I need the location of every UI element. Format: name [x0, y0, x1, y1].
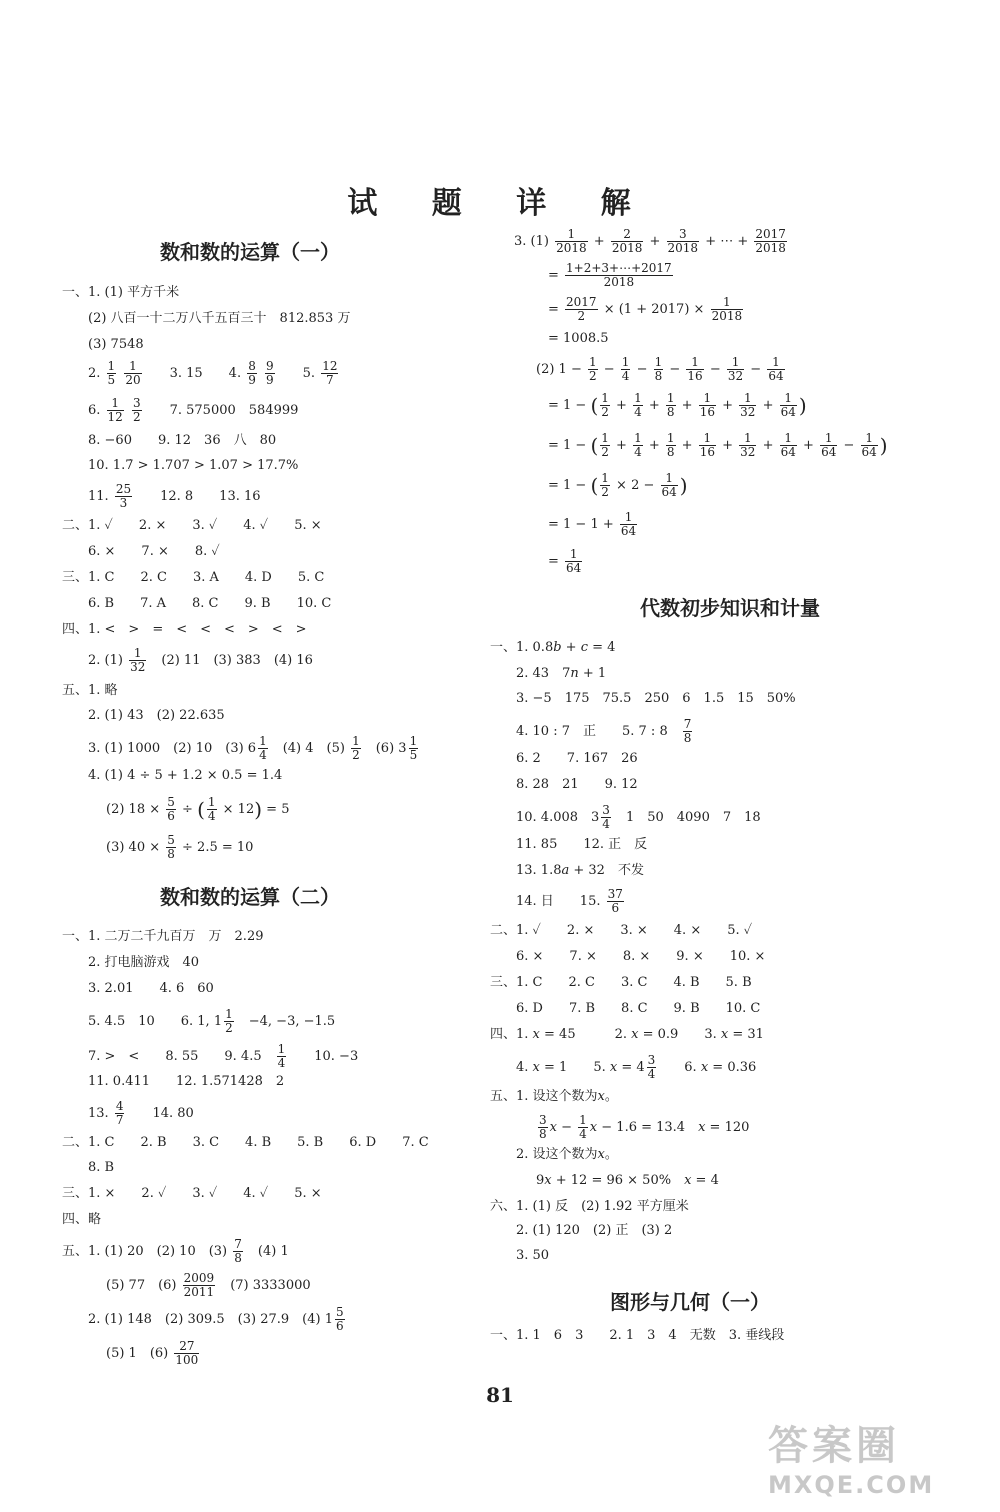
answer-line: 4. (1) 4 ÷ 5 + 1.2 × 0.5 = 1.4	[88, 768, 283, 783]
answer-line: 三、1. C 2. C 3. A 4. D 5. C	[62, 570, 325, 585]
answer-line: 2. (1) 148 (2) 309.5 (3) 27.9 (4) 1 $\frac{5}{6}$	[88, 1305, 344, 1333]
answer-line: 8. B	[88, 1160, 115, 1175]
answer-line: (5) 1 (6) $\frac{27}{100}$	[106, 1339, 199, 1367]
page-number: 81	[486, 1383, 514, 1407]
answer-line: 2. $\frac{1}{5}$ $\frac{1}{20}$ 3. 15 4. $\frac{8}{9}$ $\frac{9}{9}$ 5. $\frac{12}{7}$	[88, 359, 338, 387]
answer-line: 6. 2 7. 167 26	[516, 751, 638, 766]
answer-line: (2) 18 × $\frac{5}{6}$ ÷ ( $\frac{1}{4}$ × 12) = 5	[106, 795, 290, 823]
answer-line: 14. 日 15. $\frac{37}{6}$	[516, 887, 623, 915]
answer-line: (5) 77 (6) $\frac{2009}{2011}$ (7) 3333000	[106, 1271, 311, 1299]
answer-line: 三、1. × 2. ✓ 3. ✓ 4. ✓ 5. ×	[62, 1186, 322, 1201]
answer-line: $\frac{3}{8}$ x − $\frac{1}{4}$ x − 1.6 = 13.4 x = 120	[539, 1113, 750, 1141]
answer-line: 9x + 12 = 96 × 50% x = 4	[536, 1173, 719, 1188]
answer-line: (3) 40 × $\frac{5}{8}$ ÷ 2.5 = 10	[106, 833, 254, 861]
answer-line: 4. 10 : 7 正 5. 7 : 8 $\frac{7}{8}$	[516, 717, 692, 745]
answer-line: 10. 1.7̇ > 1.707 > 1.07 > 17.7%	[88, 458, 299, 473]
answer-line: 六、1. (1) 反 (2) 1.92 平方厘米	[490, 1199, 689, 1214]
answer-line: 3. (1) $\frac{1}{2018}$ + $\frac{2}{2018}$ + $\frac{3}{2018}$ + ⋯ + $\frac{2017}{2018}$	[514, 227, 786, 255]
answer-line: (2) 八百一十二万八千五百三十 812.853 万	[88, 311, 351, 326]
answer-line: = 1 − 1 + $\frac{1}{64}$	[548, 510, 637, 538]
answer-line: 11. 85 12. 正 反	[516, 837, 648, 852]
answer-line: 8. 28 21 9. 12	[516, 777, 638, 792]
answer-line: 二、1. ✓ 2. × 3. ✓ 4. ✓ 5. ×	[62, 518, 322, 533]
section-title-3: 代数初步知识和计量	[640, 596, 820, 620]
answer-line: 11. $\frac{25}{3}$ 12. 8 13. 16	[88, 482, 261, 510]
answer-line: 3. (1) 1000 (2) 10 (3) 6 $\frac{1}{4}$ (4) 4 (5) $\frac{1}{2}$ (6) 3 $\frac{1}{5}$	[88, 734, 418, 762]
answer-line: 五、1. 略	[62, 683, 118, 698]
answer-line: = 1 − ( $\frac{1}{2}$ + $\frac{1}{4}$ + $\frac{1}{8}$ + $\frac{1}{16}$ + $\frac{1}{32}$ + $\frac{1}{64}$ + $\frac{1}{64}$ − $\frac{1}{64}$ )	[548, 431, 888, 459]
answer-line: 一、1. (1) 平方千米	[62, 285, 180, 300]
answer-line: 11. 0.411 12. 1.5̇71428̇ 2	[88, 1074, 285, 1089]
answer-line: 四、略	[62, 1212, 102, 1227]
answer-line: 2. (1) 43 (2) 22.635	[88, 708, 225, 723]
answer-line: 8. −60 9. 12 36 八 80	[88, 433, 277, 448]
answer-line: 6. × 7. × 8. ✓	[88, 544, 220, 559]
watermark-bottom: MXQE.COM	[768, 1471, 935, 1499]
answer-line: 10. 4.008 3 $\frac{3}{4}$ 1 50 4090 7 18	[516, 803, 761, 831]
page-title: 试 题 详 解	[347, 186, 653, 221]
answer-line: = 1008.5	[548, 331, 609, 346]
answer-line: 二、1. ✓ 2. × 3. × 4. × 5. ✓	[490, 923, 753, 938]
answer-line: = 1 − ( $\frac{1}{2}$ × 2 − $\frac{1}{64}$ )	[548, 471, 688, 499]
answer-line: 三、1. C 2. C 3. C 4. B 5. B	[490, 975, 752, 990]
answer-line: (3) 7548	[88, 337, 144, 352]
answer-line: = $\frac{1}{64}$	[548, 547, 582, 575]
answer-line: 6. B 7. A 8. C 9. B 10. C	[88, 596, 332, 611]
answer-line: 13. $\frac{4}{7}$ 14. 80	[88, 1099, 194, 1127]
answer-line: 五、1. 设这个数为x。	[490, 1089, 618, 1104]
answer-line: 4. x = 1 5. x = 4 $\frac{3}{4}$ 6. x = 0.36	[516, 1053, 757, 1081]
answer-line: (2) 1 − $\frac{1}{2}$ − $\frac{1}{4}$ − $\frac{1}{8}$ − $\frac{1}{16}$ − $\frac{1}{32}$ − $\frac{1}{64}$	[536, 355, 784, 383]
answer-line: 一、1. 0.8b + c = 4	[490, 640, 616, 655]
section-title-4: 图形与几何（一）	[610, 1290, 770, 1314]
answer-line: 2. 设这个数为x。	[516, 1147, 618, 1162]
answer-line: 7. > < 8. 55 9. 4.5 $\frac{1}{4}$ 10. −3	[88, 1042, 359, 1070]
answer-line: 2. (1) 120 (2) 正 (3) 2	[516, 1223, 673, 1238]
answer-line: = 1 − ( $\frac{1}{2}$ + $\frac{1}{4}$ + $\frac{1}{8}$ + $\frac{1}{16}$ + $\frac{1}{32}$ + $\frac{1}{64}$ )	[548, 391, 807, 419]
section-title-2: 数和数的运算（二）	[160, 885, 340, 909]
answer-line: 2. 43 7n + 1	[516, 666, 607, 681]
answer-line: 五、1. (1) 20 (2) 10 (3) $\frac{7}{8}$ (4) 1	[62, 1237, 289, 1265]
answer-line: 3. −5 175 75.5 250 6 1.5 15 50%	[516, 691, 796, 706]
answer-line: 3. 50	[516, 1248, 550, 1263]
answer-line: 13. 1.8a + 32 不发	[516, 863, 644, 878]
answer-line: 6. D 7. B 8. C 9. B 10. C	[516, 1001, 761, 1016]
answer-line: 6. × 7. × 8. × 9. × 10. ×	[516, 949, 766, 964]
answer-line: = $\frac{2017}{2}$ × (1 + 2017) × $\frac{1}{2018}$	[548, 295, 743, 323]
answer-line: 2. 打电脑游戏 40	[88, 955, 200, 970]
answer-line: 一、1. 二万二千九百万 万 2.29	[62, 929, 264, 944]
answer-line: = $\frac{1+2+3+\cdots+2017}{2018}$	[548, 261, 672, 289]
answer-line: 6. $\frac{1}{12}$ $\frac{3}{2}$ 7. 575000 584999	[88, 396, 299, 424]
answer-line: 2. (1) $\frac{1}{32}$ (2) 11 (3) 383 (4) 16	[88, 646, 313, 674]
answer-line: 二、1. C 2. B 3. C 4. B 5. B 6. D 7. C	[62, 1135, 429, 1150]
section-title-1: 数和数的运算（一）	[160, 240, 340, 264]
answer-line: 四、1. x = 45 2. x = 0.9 3. x = 31	[490, 1027, 764, 1042]
answer-line: 3. 2.01 4. 6 60	[88, 981, 214, 996]
answer-line: 四、1. < > = < < < > < >	[62, 622, 307, 637]
answer-line: 5. 4.5 10 6. 1, 1 $\frac{1}{2}$ −4, −3, −1.5	[88, 1007, 336, 1035]
watermark-top: 答案圈	[768, 1423, 900, 1469]
answer-line: 一、1. 1 6 3 2. 1 3 4 无数 3. 垂线段	[490, 1328, 785, 1343]
watermark-logo	[768, 1414, 978, 1499]
